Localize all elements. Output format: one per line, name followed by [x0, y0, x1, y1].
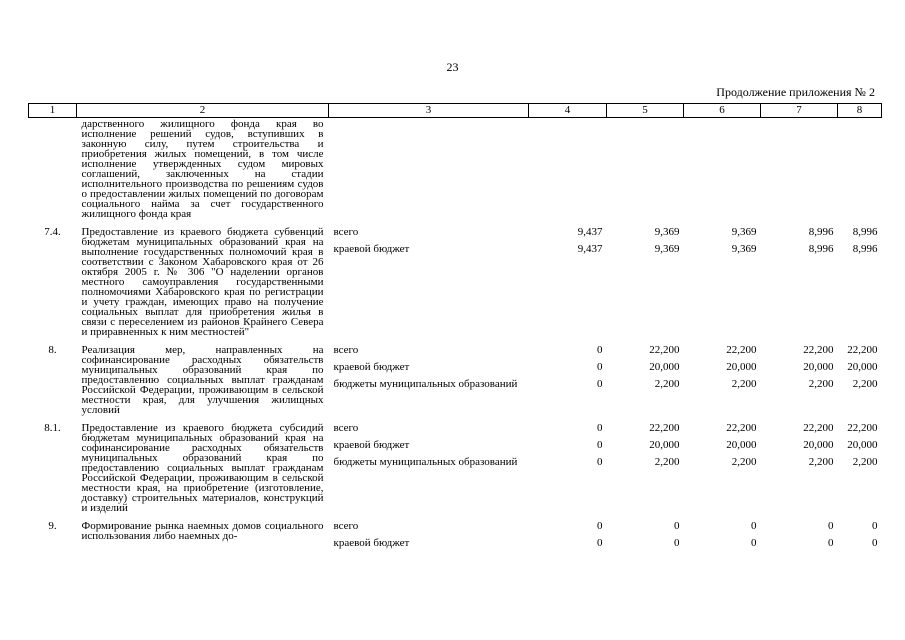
column-header: 3 [329, 104, 529, 118]
row-value [684, 341, 761, 419]
value-cell: 0 [751, 537, 757, 549]
value-cell: 20,000 [649, 439, 680, 451]
continuation-label: Продолжение приложения № 2 [716, 85, 875, 99]
value-cell: 0 [597, 422, 603, 434]
value-cell: 9,369 [731, 243, 757, 255]
value-cell: 0 [872, 520, 878, 532]
table-row [29, 517, 882, 555]
value-cell: 22,200 [847, 422, 878, 434]
value-cell: 9,369 [654, 243, 680, 255]
value-cell: 22,200 [847, 344, 878, 356]
row-value [838, 341, 882, 419]
row-value [607, 223, 684, 341]
row-sources [329, 223, 529, 341]
row-value [761, 223, 838, 341]
row-value [607, 517, 684, 555]
row-value [838, 419, 882, 517]
value-cell: 0 [597, 537, 603, 549]
value-cell: 9,437 [577, 226, 603, 238]
row-description: Формирование рынка наемных домов социального использования либо наемных до- [81, 520, 324, 542]
source-label: краевой бюджет [333, 537, 410, 549]
value-cell: 2,200 [654, 456, 680, 468]
value-cell: 0 [828, 537, 834, 549]
row-sources [329, 341, 529, 419]
value-cell: 2,200 [731, 378, 757, 390]
column-header: 5 [607, 104, 684, 118]
row-value [838, 118, 882, 224]
row-number: 9. [48, 520, 57, 532]
row-value [684, 419, 761, 517]
source-label: всего [333, 344, 359, 356]
source-label: краевой бюджет [333, 439, 410, 451]
value-cell: 22,200 [726, 422, 757, 434]
value-cell: 2,200 [808, 456, 834, 468]
budget-table [28, 103, 882, 555]
value-cell: 22,200 [649, 344, 680, 356]
value-cell: 2,200 [654, 378, 680, 390]
value-cell: 22,200 [726, 344, 757, 356]
value-cell: 20,000 [726, 361, 757, 373]
row-description: Предоставление из краевого бюджета субвенций бюджетам муниципальных образований края на выполнение государственных полномочий края в соответствии с Законом Хабаровского края от 26 октября 2005 г. № 306 "О наделении органов местного самоуправления государственными полномочиями Хабаровского края по регистрации и учету граждан, имеющих право на получение социальных выплат для приобретения жилья в связи с переселением из районов Крайнего Севера и приравненных к ним местностей" [81, 226, 324, 338]
value-cell: 20,000 [803, 361, 834, 373]
value-cell: 9,369 [731, 226, 757, 238]
value-cell: 2,200 [852, 456, 878, 468]
row-value [529, 419, 607, 517]
value-cell: 0 [597, 456, 603, 468]
row-description: дарственного жилищного фонда края во исполнение решений судов, вступивших в законную силу, путем строительства и приобретения жилых помещений, в том числе исполнение утвержденных судом мировых соглашений, заключенных на стадии исполнительного производства по решениям судов о предоставлении жилых помещений по договорам социального найма за счет государственного жилищного фонда края [81, 118, 324, 220]
source-label: всего [333, 226, 359, 238]
value-cell: 9,369 [654, 226, 680, 238]
page-number: 23 [446, 60, 459, 74]
row-description: Предоставление из краевого бюджета субсидий бюджетам муниципальных образований края на софинансирование расходных обязательств муниципальных образований края по предоставлению социальных выплат гражданам Российской Федерации, проживающим в сельской местности края, на приобретение (изготовление, доставку) строительных материалов, конструкций и изделий [81, 422, 324, 514]
row-value [761, 419, 838, 517]
value-cell: 8,996 [852, 226, 878, 238]
value-cell: 8,996 [808, 243, 834, 255]
value-cell: 20,000 [649, 361, 680, 373]
value-cell: 0 [674, 537, 680, 549]
row-value [607, 118, 684, 224]
row-value [684, 223, 761, 341]
value-cell: 2,200 [852, 378, 878, 390]
value-cell: 22,200 [803, 344, 834, 356]
row-value [684, 118, 761, 224]
value-cell: 0 [597, 439, 603, 451]
row-value [529, 118, 607, 224]
row-number: 7.4. [44, 226, 61, 238]
value-cell: 0 [751, 520, 757, 532]
value-cell: 20,000 [847, 439, 878, 451]
row-sources [329, 517, 529, 555]
table-row [29, 223, 882, 341]
row-value [761, 517, 838, 555]
row-value [838, 223, 882, 341]
header-row [29, 104, 882, 118]
value-cell: 0 [597, 344, 603, 356]
table-row [29, 118, 882, 224]
source-label: бюджеты муниципальных образований [333, 456, 518, 468]
value-cell: 2,200 [731, 456, 757, 468]
column-header: 6 [684, 104, 761, 118]
value-cell: 0 [828, 520, 834, 532]
source-label: краевой бюджет [333, 243, 410, 255]
value-cell: 8,996 [852, 243, 878, 255]
row-value [761, 118, 838, 224]
source-label: всего [333, 520, 359, 532]
source-label: бюджеты муниципальных образований [333, 378, 518, 390]
value-cell: 0 [674, 520, 680, 532]
source-label: краевой бюджет [333, 361, 410, 373]
table-row [29, 419, 882, 517]
row-number: 8.1. [44, 422, 61, 434]
row-description: Реализация мер, направленных на софинансирование расходных обязательств муниципальных образований края по предоставлению социальных выплат гражданам Российской Федерации, проживающим в сельской местности края, для улучшения жилищных условий [81, 344, 324, 416]
value-cell: 0 [597, 520, 603, 532]
source-label: всего [333, 422, 359, 434]
row-value [529, 341, 607, 419]
row-value [761, 341, 838, 419]
value-cell: 0 [872, 537, 878, 549]
row-value [838, 517, 882, 555]
value-cell: 8,996 [808, 226, 834, 238]
row-sources [329, 419, 529, 517]
row-value [529, 517, 607, 555]
column-header: 1 [29, 104, 77, 118]
value-cell: 2,200 [808, 378, 834, 390]
column-header: 4 [529, 104, 607, 118]
row-sources [329, 118, 529, 224]
row-value [684, 517, 761, 555]
row-number [29, 118, 77, 224]
value-cell: 9,437 [577, 243, 603, 255]
value-cell: 20,000 [726, 439, 757, 451]
value-cell: 0 [597, 361, 603, 373]
column-header: 2 [77, 104, 329, 118]
column-header: 8 [838, 104, 882, 118]
value-cell: 20,000 [847, 361, 878, 373]
value-cell: 0 [597, 378, 603, 390]
row-value [529, 223, 607, 341]
table-row [29, 341, 882, 419]
column-header: 7 [761, 104, 838, 118]
value-cell: 22,200 [649, 422, 680, 434]
value-cell: 22,200 [803, 422, 834, 434]
row-number: 8. [48, 344, 57, 356]
row-value [607, 419, 684, 517]
row-value [607, 341, 684, 419]
value-cell: 20,000 [803, 439, 834, 451]
